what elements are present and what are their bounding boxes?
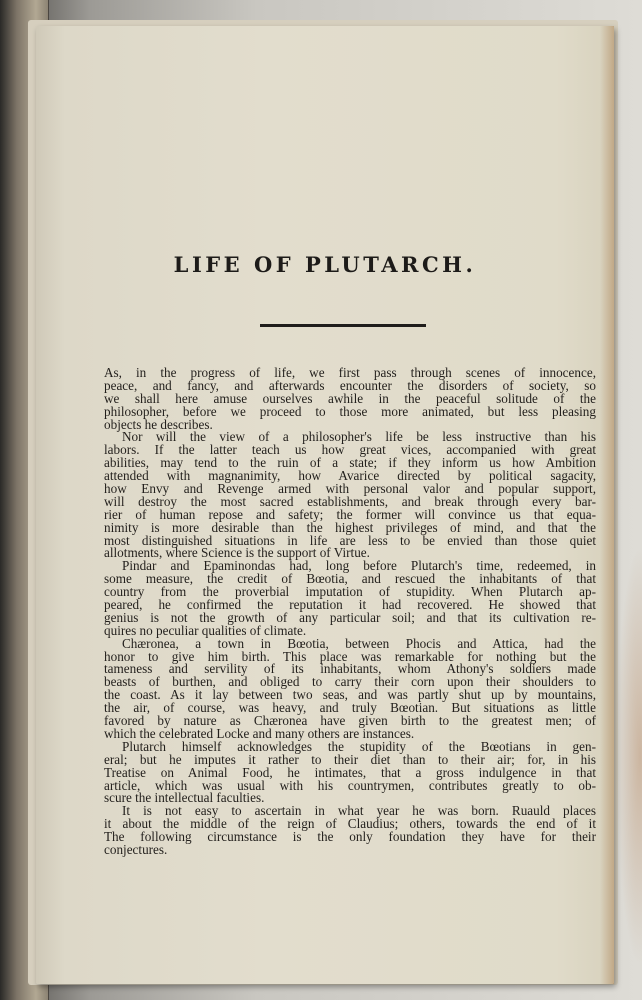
book-page	[36, 26, 614, 984]
text-line: peared, he confirmed the reputation it had recovered. He showed that	[104, 597, 596, 613]
text-line: abilities, may tend to the ruin of a state; if they inform us how Ambition	[104, 455, 596, 471]
text-line: will destroy the most sacred establishments, and break through every bar-	[104, 493, 596, 509]
text-line: article, which was usual with his countrymen, contributes greatly to ob-	[104, 777, 596, 793]
text-line: most distinguished situations in life are less to be envied than those quiet	[104, 532, 596, 548]
text-line: beasts of burthen, and obliged to carry their corn upon their shoulders to	[104, 674, 596, 690]
body-text	[104, 367, 596, 857]
text-line: labors. If the latter teach us how great vices, accompanied with great	[104, 442, 596, 458]
text-line: Pindar and Epaminondas had, long before Plutarch's time, redeemed, in	[122, 558, 596, 574]
text-line: The following circumstance is the only foundation they have for their	[104, 829, 596, 845]
text-line: the coast. As it lay between two seas, and was partly shut up by mountains,	[104, 687, 596, 703]
text-line: it about the middle of the reign of Claudius; others, towards the end of it	[104, 816, 596, 832]
text-line: tameness and servility of its inhabitants, whom Athony's soldiers made	[104, 661, 596, 677]
text-line: nimity is more desirable than the highest privileges of mind, and that the	[104, 519, 596, 535]
title-rule	[260, 324, 426, 327]
text-line: It is not easy to ascertain in what year he was born. Ruauld places	[122, 803, 596, 819]
text-line: scure the intellectual faculties.	[104, 790, 265, 806]
text-line: we shall here amuse ourselves awhile in the peaceful solitude of the	[104, 390, 596, 406]
text-line: allotments, where Science is the support of Virtue.	[104, 545, 370, 561]
text-line: which the celebrated Locke and many others are instances.	[104, 725, 415, 741]
text-line: honor to give him birth. This place was remarkable for nothing but the	[104, 648, 596, 664]
text-line: some measure, the credit of Bœotia, and rescued the inhabitants of that	[104, 571, 596, 587]
text-line: favored by nature as Chæronea have given birth to the greatest men; of	[104, 713, 596, 729]
text-line: quires no peculiar qualities of climate.	[104, 622, 307, 638]
text-line: peace, and fancy, and afterwards encounter the disorders of society, so	[104, 377, 596, 393]
text-line: how Envy and Revenge armed with personal valor and popular support,	[104, 481, 596, 497]
text-line: country from the proverbial imputation of stupidity. When Plutarch ap-	[104, 584, 596, 600]
text-line: rier of human repose and safety; the former will convince us that equa-	[104, 506, 596, 522]
page-stain	[616, 546, 642, 966]
chapter-title: LIFE OF PLUTARCH.	[173, 252, 477, 277]
text-line: the air, of course, was heavy, and truly Bœotian. But situations as little	[104, 700, 596, 716]
text-line: philosopher, before we proceed to those more animated, but less pleasing	[104, 403, 596, 419]
text-line: Plutarch himself acknowledges the stupidity of the Bœotians in gen-	[122, 738, 596, 754]
text-line: conjectures.	[104, 841, 168, 857]
text-line: Chæronea, a town in Bœotia, between Phocis and Attica, had the	[122, 635, 596, 651]
text-line: Nor will the view of a philosopher's life be less instructive than his	[122, 429, 596, 445]
page-fore-edge	[600, 26, 614, 984]
text-line: Treatise on Animal Food, he intimates, that a gross indulgence in that	[104, 764, 596, 780]
text-line: genius is not the growth of any particular soil; and that its cultivation re-	[104, 609, 596, 625]
text-line: As, in the progress of life, we first pass through scenes of innocence,	[104, 365, 596, 380]
text-line: objects he describes.	[104, 416, 213, 432]
text-line: eral; but he imputes it rather to their diet than to their air; for, in his	[104, 751, 596, 767]
text-line: attended with magnanimity, how Avarice directed by political sagacity,	[104, 468, 596, 484]
